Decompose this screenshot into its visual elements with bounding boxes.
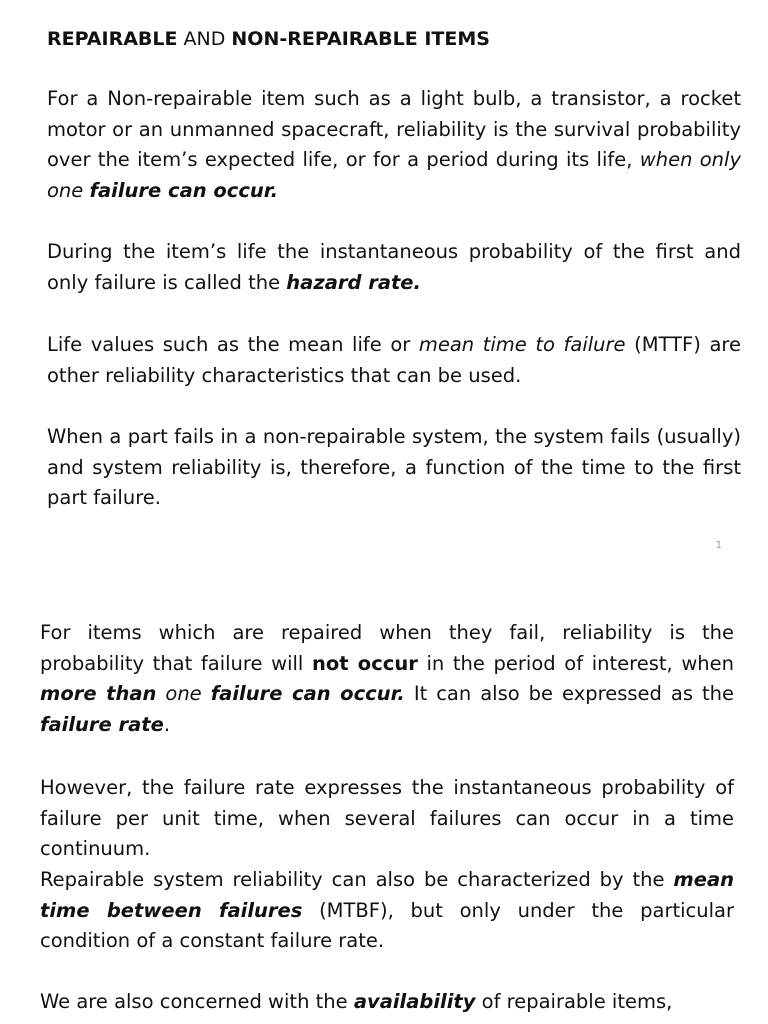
emphasis-more-than: more than [40,682,157,706]
paragraph-text: in the period of interest, when [417,651,734,675]
paragraph-availability [40,987,734,1018]
paragraph-non-repairable-definition [47,84,741,206]
emphasis-failure-can-occur: failure can occur. [210,682,405,706]
paragraph-repairable-definition [40,618,734,740]
paragraph-text: (MTTF) are other reliability characteristics that can be used. [47,333,741,387]
slide-title [47,26,490,52]
paragraph-failure-rate [40,773,734,865]
paragraph-hazard-rate [47,237,741,298]
paragraph-mttf [47,330,741,391]
paragraph-text: When a part fails in a non-repairable system, the system fails (usually) and system reliability is, therefore, a function of the time to the first part failure. [47,425,741,510]
emphasis-mean-time-between-failures: mean time between failures [40,868,734,922]
paragraph-text: During the item’s life the instantaneous probability of the first and only failure is called the [47,240,741,294]
emphasis-not-occur: not occur [311,651,418,675]
slide-2 [0,566,768,1024]
emphasis-one: one [165,682,202,706]
emphasis-hazard-rate: hazard rate. [286,270,421,294]
paragraph-text: Repairable system reliability can also be characterized by the [40,868,674,891]
title-repairable: REPAIRABLE [47,28,178,50]
paragraph-text [202,682,211,705]
paragraph-text: . [163,712,171,736]
emphasis-only-one: when only one [47,148,741,202]
emphasis-availability: availability [353,990,476,1013]
paragraph-text: However, the failure rate expresses the instantaneous probability of failure per unit time, when several failures can occur in a time continuum. [40,776,734,861]
page-number: 1 [715,540,722,551]
paragraph-text: For a Non-repairable item such as a light bulb, a transistor, a rocket motor or an unmanned spacecraft, reliability is the survival probability over the item’s expected life, or for a period during its life, [47,87,741,172]
paragraph-text: (MTBF), but only under the particular condition of a constant failure rate. [40,898,734,953]
paragraph-system-failure [47,422,741,514]
emphasis-failure-can-occur: failure can occur. [89,178,279,202]
title-and: AND [177,28,232,50]
title-non-repairable: NON-REPAIRABLE ITEMS [231,28,490,50]
paragraph-text: of repairable items, [475,990,673,1013]
paragraph-text: For items which are repaired when they fail, reliability is the probability that failure will [40,621,734,675]
paragraph-mtbf [40,865,734,957]
emphasis-mean-time-to-failure: mean time to failure [418,333,626,356]
emphasis-failure-rate: failure rate [40,712,164,736]
paragraph-text: We are also concerned with the [40,990,354,1013]
paragraph-text: Life values such as the mean life or [47,333,419,356]
paragraph-text: It can also be expressed as the [404,682,734,706]
